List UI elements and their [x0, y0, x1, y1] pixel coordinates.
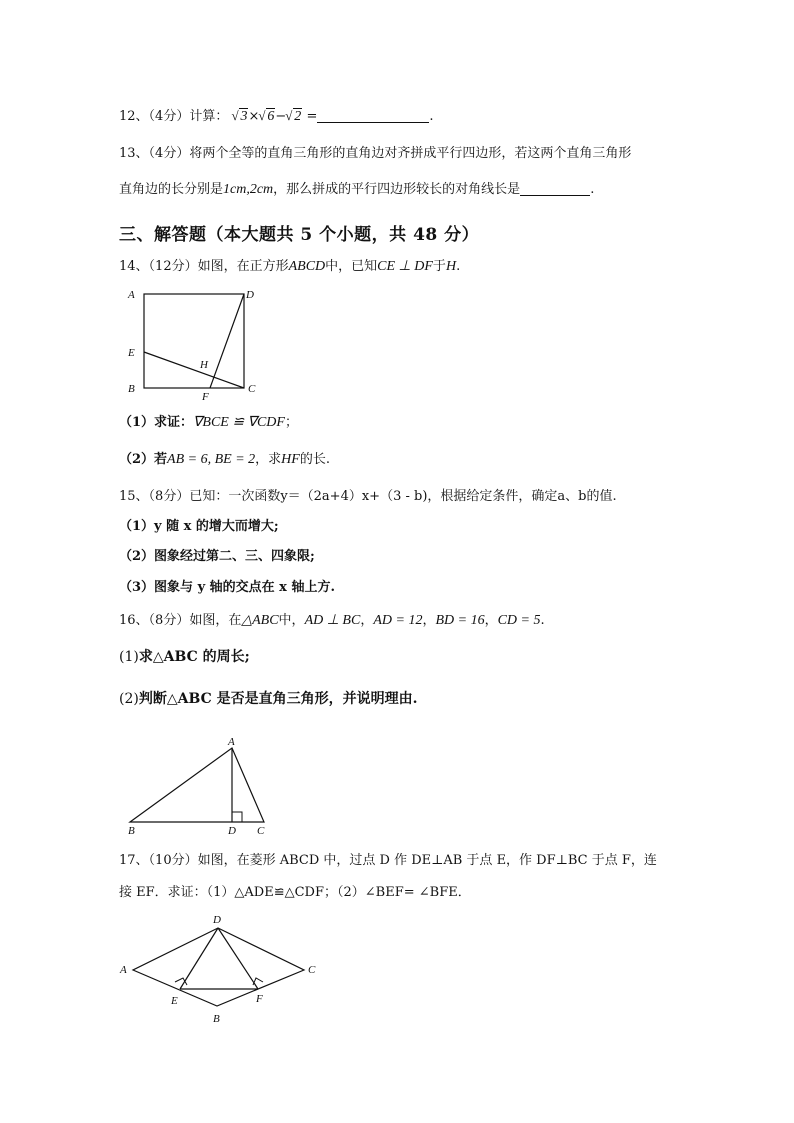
q14-text-mid: 中，已知 — [325, 259, 378, 274]
q16-part1 — [119, 648, 250, 666]
segment-df — [210, 294, 244, 388]
q16-cond3: BD = 16 — [435, 613, 485, 628]
rhombus-abcd — [133, 928, 304, 1006]
q13-units: 1cm,2cm — [223, 182, 274, 197]
label-h: H — [200, 359, 208, 371]
q15-line1: 15、（8分）已知：一次函数y＝（2a+4）x+（3 - b)，根据给定条件，确定a、b的值. — [119, 489, 617, 504]
q14-text: ，求 — [255, 452, 282, 467]
label-b: B — [128, 383, 135, 395]
q16-part2 — [119, 690, 417, 708]
sqrt-2: √ 2 — [286, 108, 302, 126]
question-score: （4分） — [148, 109, 190, 124]
part-label: （2）若 — [119, 452, 168, 467]
label-e: E — [171, 995, 178, 1007]
comma: ， — [484, 613, 498, 628]
label-c: C — [257, 825, 265, 837]
label-f: F — [256, 993, 263, 1005]
section-heading: 三、解答题（本大题共 5 个小题，共 48 分） — [119, 225, 480, 245]
right-angle-mark — [232, 812, 242, 822]
period: . — [590, 182, 595, 197]
answer-blank[interactable] — [317, 108, 429, 123]
square-abcd — [144, 294, 244, 388]
q14-figure — [120, 286, 270, 406]
q16-line1 — [119, 612, 545, 630]
q14-part2 — [119, 451, 330, 469]
period: . — [540, 613, 545, 628]
part-label: (1) — [119, 649, 139, 665]
q14-perp: CE ⊥ DF — [377, 259, 433, 274]
sqrt-6: √ 6 — [259, 108, 275, 126]
q14-text-mid2: 于 — [432, 259, 446, 274]
label-f: F — [202, 391, 209, 403]
q13-text-post: ，那么拼成的平行四边形较长的对角线长是 — [273, 182, 521, 197]
answer-blank[interactable] — [520, 181, 590, 196]
part-label: (2) — [119, 691, 139, 707]
label-a: A — [128, 289, 135, 301]
q16-part2-text: 判断△ABC 是否是直角三角形，并说明理由. — [138, 691, 418, 707]
q15-part2: （2）图象经过第二、三、四象限; — [119, 549, 315, 564]
triangle-abc — [130, 748, 264, 822]
label-c: C — [248, 383, 256, 395]
segment-ce — [144, 352, 244, 388]
q12-line — [119, 108, 433, 126]
question-prompt: 计算： — [189, 109, 229, 124]
q13-text: 直角边的长分别是 — [119, 182, 224, 197]
label-b: B — [128, 825, 135, 837]
q17-line1: 17、（10分）如图，在菱形 ABCD 中，过点 D 作 DE⊥AB 于点 E，作 DF⊥BC 于点 F，连 — [119, 853, 657, 868]
q16-part1-text: 求△ABC 的周长; — [138, 649, 250, 665]
q13-line2 — [119, 181, 594, 199]
label-d: D — [228, 825, 236, 837]
period: . — [429, 109, 434, 124]
question-number: 12、 — [119, 109, 149, 124]
q14-var: HF — [281, 452, 300, 467]
label-d: D — [246, 289, 254, 301]
q14-part1 — [119, 414, 298, 432]
q14-line1 — [119, 258, 460, 276]
q16-text-mid: 中， — [278, 613, 305, 628]
q14-part1-expr: ∇BCE ≌ ∇CDF — [193, 415, 285, 430]
comma: ， — [360, 613, 374, 628]
comma: ， — [422, 613, 436, 628]
minus-sign: − — [275, 109, 287, 124]
times-sign: × — [248, 109, 260, 124]
q15-part3: （3）图象与 y 轴的交点在 x 轴上方. — [119, 580, 335, 595]
q16-text: 16、（8分）如图，在 — [119, 613, 242, 628]
q16-cond2: AD = 12 — [373, 613, 423, 628]
label-e: E — [128, 347, 135, 359]
label-a: A — [228, 736, 235, 748]
q17-figure — [115, 910, 330, 1030]
q14-text-end: 的长. — [299, 452, 330, 467]
q14-part2-expr: AB = 6, BE = 2 — [167, 452, 256, 467]
sqrt-3: √ 3 — [232, 108, 248, 126]
label-a: A — [120, 964, 127, 976]
q13-line1: 13、（4分）将两个全等的直角三角形的直角边对齐拼成平行四边形，若这两个直角三角形 — [119, 146, 632, 161]
q16-figure — [120, 734, 280, 844]
label-d: D — [213, 914, 221, 926]
part-label: （1）求证： — [119, 415, 194, 430]
q17-line2: 接 EF．求证：（1）△ADE≌△CDF；（2）∠BEF= ∠BFE． — [119, 885, 471, 900]
q14-square: ABCD — [288, 259, 326, 274]
q16-cond4: CD = 5 — [497, 613, 541, 628]
label-c: C — [308, 964, 316, 976]
q14-text: 14、（12分）如图，在正方形 — [119, 259, 289, 274]
period: . — [456, 259, 461, 274]
label-b: B — [213, 1013, 220, 1025]
q16-tri: △ABC — [241, 613, 279, 628]
equals-sign: = — [306, 109, 318, 124]
right-angle-mark-e — [175, 978, 187, 985]
punct: ； — [284, 415, 298, 430]
q14-point: H — [445, 259, 457, 274]
q16-cond1: AD ⊥ BC — [304, 613, 361, 628]
q15-part1: （1）y 随 x 的增大而增大; — [119, 519, 279, 534]
